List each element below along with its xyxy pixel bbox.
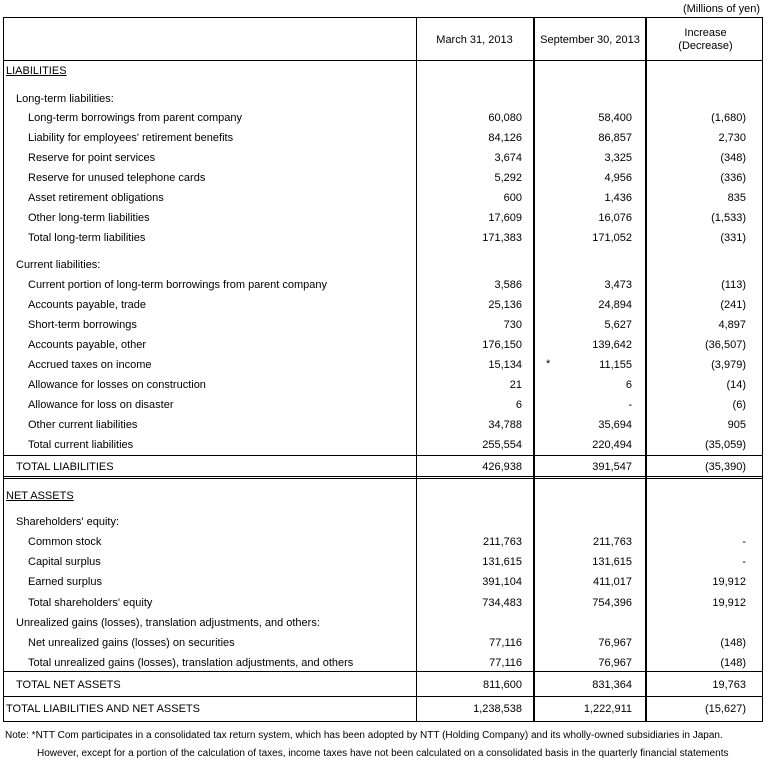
value-march: 3,586 [494, 279, 522, 291]
value-change: (36,507) [705, 339, 746, 351]
table-row-grand-total [4, 699, 762, 719]
row-label: TOTAL LIABILITIES AND NET ASSETS [6, 703, 200, 715]
value-change: 19,912 [712, 597, 746, 609]
value-change: (14) [726, 379, 746, 391]
table-row [4, 335, 762, 355]
table-row [4, 228, 762, 248]
value-change: (35,059) [705, 439, 746, 451]
row-label: Reserve for point services [28, 152, 156, 164]
value-change: (241) [720, 299, 746, 311]
section-title: LIABILITIES [6, 65, 67, 77]
table-row [4, 275, 762, 295]
value-september: - [628, 399, 632, 411]
table-row [4, 168, 762, 188]
value-march: 15,134 [488, 359, 522, 371]
header-increase: Increase [684, 27, 727, 39]
value-september: 3,325 [604, 152, 632, 164]
value-march: 600 [503, 192, 522, 204]
row-label: Capital surplus [28, 556, 101, 568]
row-label: Unrealized gains (losses), translation adjustments, and others: [16, 617, 320, 629]
table-row [4, 355, 762, 375]
value-march: 171,383 [482, 232, 522, 244]
table-row [4, 108, 762, 128]
row-label: Accounts payable, trade [28, 299, 147, 311]
value-september: 16,076 [598, 212, 632, 224]
value-change: (1,680) [711, 112, 746, 124]
row-label: Net unrealized gains (losses) on securities [28, 637, 235, 649]
row-label: Shareholders' equity: [16, 516, 119, 528]
row-label: Current portion of long-term borrowings from parent company [28, 279, 327, 291]
value-september: 58,400 [598, 112, 632, 124]
value-september: 1,436 [604, 192, 632, 204]
row-label: TOTAL NET ASSETS [16, 679, 121, 691]
header-march-2013: March 31, 2013 [436, 34, 513, 46]
table-row [4, 552, 762, 572]
value-september: 131,615 [592, 556, 632, 568]
table-row [4, 395, 762, 415]
value-change: (6) [732, 399, 746, 411]
row-label: Common stock [28, 536, 102, 548]
value-september: 6 [625, 379, 632, 391]
table-row [4, 512, 762, 532]
value-change: (1,533) [711, 212, 746, 224]
value-september: 3,473 [604, 279, 632, 291]
value-september: 171,052 [592, 232, 632, 244]
row-label: Asset retirement obligations [28, 192, 164, 204]
value-change: (148) [720, 637, 746, 649]
value-change: 19,763 [712, 679, 746, 691]
table-row [4, 572, 762, 592]
value-change: 19,912 [712, 576, 746, 588]
table-row [4, 188, 762, 208]
value-september: 391,547 [592, 461, 632, 473]
section-net-assets [4, 486, 762, 506]
value-change: 905 [727, 419, 746, 431]
row-label: Other current liabilities [28, 419, 138, 431]
table-row [4, 89, 762, 109]
value-change: 2,730 [718, 132, 746, 144]
rule-above-grand-total [4, 696, 762, 697]
table-row [4, 315, 762, 335]
table-row-total-liabilities [4, 457, 762, 477]
value-march: 211,763 [483, 536, 522, 548]
table-row [4, 128, 762, 148]
row-label: Current liabilities: [16, 259, 101, 271]
header-decrease: (Decrease) [678, 40, 733, 52]
value-march: 734,483 [482, 597, 522, 609]
table-row [4, 593, 762, 613]
value-change: (113) [721, 279, 746, 291]
value-september: 754,396 [592, 597, 632, 609]
table-row [4, 295, 762, 315]
header-increase-decrease [647, 27, 764, 53]
row-label: Long-term borrowings from parent company [28, 112, 242, 124]
value-september: 24,894 [598, 299, 632, 311]
value-september: 76,967 [598, 657, 632, 669]
value-march: 6 [515, 399, 522, 411]
value-march: 17,609 [488, 212, 522, 224]
value-september: 76,967 [598, 637, 632, 649]
value-march: 84,126 [488, 132, 522, 144]
value-march: 3,674 [494, 152, 522, 164]
section-liabilities [4, 61, 762, 81]
row-label: Accounts payable, other [28, 339, 147, 351]
row-label: Other long-term liabilities [28, 212, 150, 224]
value-change: (3,979) [711, 359, 746, 371]
row-label: Long-term liabilities: [16, 93, 114, 105]
row-label: Allowance for losses on construction [28, 379, 206, 391]
value-change: (331) [720, 232, 746, 244]
value-september: 1,222,911 [583, 703, 632, 715]
row-label: Total current liabilities [28, 439, 134, 451]
value-march: 1,238,538 [473, 703, 522, 715]
value-march: 391,104 [482, 576, 522, 588]
value-march: 131,615 [482, 556, 522, 568]
row-label: Allowance for loss on disaster [28, 399, 174, 411]
value-march: 176,150 [482, 339, 522, 351]
value-change: - [742, 536, 746, 548]
value-change: 835 [727, 192, 746, 204]
footnote-asterisk: * [546, 358, 551, 370]
value-change: (148) [720, 657, 746, 669]
value-march: 60,080 [488, 112, 522, 124]
header-september-2013: September 30, 2013 [540, 34, 640, 46]
value-september: 11,155 [599, 359, 632, 371]
value-march: 25,136 [488, 299, 522, 311]
value-september: 35,694 [598, 419, 632, 431]
section-title: NET ASSETS [6, 490, 74, 502]
units-label: (Millions of yen) [682, 3, 760, 15]
rule-above-total-liabilities [4, 455, 762, 456]
table-row [4, 375, 762, 395]
value-september: 5,627 [604, 319, 632, 331]
value-change: (15,627) [705, 703, 746, 715]
table-row [4, 148, 762, 168]
table-row [4, 208, 762, 228]
value-march: 77,116 [489, 637, 522, 649]
footnote-line-1: Note: *NTT Com participates in a consolidated tax return system, which has been adopted by NTT (Holding Company) and its wholly-owned subsidiaries in Japan. [5, 730, 723, 741]
value-september: 831,364 [592, 679, 632, 691]
table-row [4, 415, 762, 435]
value-change: 4,897 [718, 319, 746, 331]
row-label: Liability for employees' retirement benefits [28, 132, 234, 144]
row-label: TOTAL LIABILITIES [16, 461, 114, 473]
value-september: 86,857 [598, 132, 632, 144]
row-label: Short-term borrowings [28, 319, 137, 331]
value-change: (35,390) [705, 461, 746, 473]
table-row [4, 532, 762, 552]
value-march: 426,938 [482, 461, 522, 473]
value-march: 811,600 [483, 679, 522, 691]
value-september: 139,642 [592, 339, 632, 351]
table-row [4, 633, 762, 653]
value-september: 211,763 [593, 536, 632, 548]
table-row [4, 613, 762, 633]
value-change: (348) [720, 152, 746, 164]
value-september: 411,017 [593, 576, 632, 588]
table-row [4, 435, 762, 455]
value-september: 4,956 [604, 172, 632, 184]
row-label: Accrued taxes on income [28, 359, 152, 371]
value-change: - [742, 556, 746, 568]
footnote-line-2: However, except for a portion of the calculation of taxes, income taxes have not been calculated on a consolidated basis in the quarterly financial statements [37, 748, 729, 759]
value-march: 77,116 [489, 657, 522, 669]
value-march: 255,554 [482, 439, 522, 451]
row-label: Earned surplus [28, 576, 102, 588]
row-label: Total unrealized gains (losses), translation adjustments, and others [28, 657, 354, 669]
row-label: Total shareholders' equity [28, 597, 153, 609]
row-label: Reserve for unused telephone cards [28, 172, 206, 184]
value-march: 34,788 [488, 419, 522, 431]
balance-sheet-table [3, 17, 763, 722]
row-label: Total long-term liabilities [28, 232, 146, 244]
value-march: 5,292 [494, 172, 522, 184]
value-september: 220,494 [592, 439, 632, 451]
value-march: 21 [509, 379, 522, 391]
table-row-total-net-assets [4, 675, 762, 695]
value-march: 730 [503, 319, 522, 331]
table-row [4, 255, 762, 275]
value-change: (336) [720, 172, 746, 184]
table-row [4, 653, 762, 673]
